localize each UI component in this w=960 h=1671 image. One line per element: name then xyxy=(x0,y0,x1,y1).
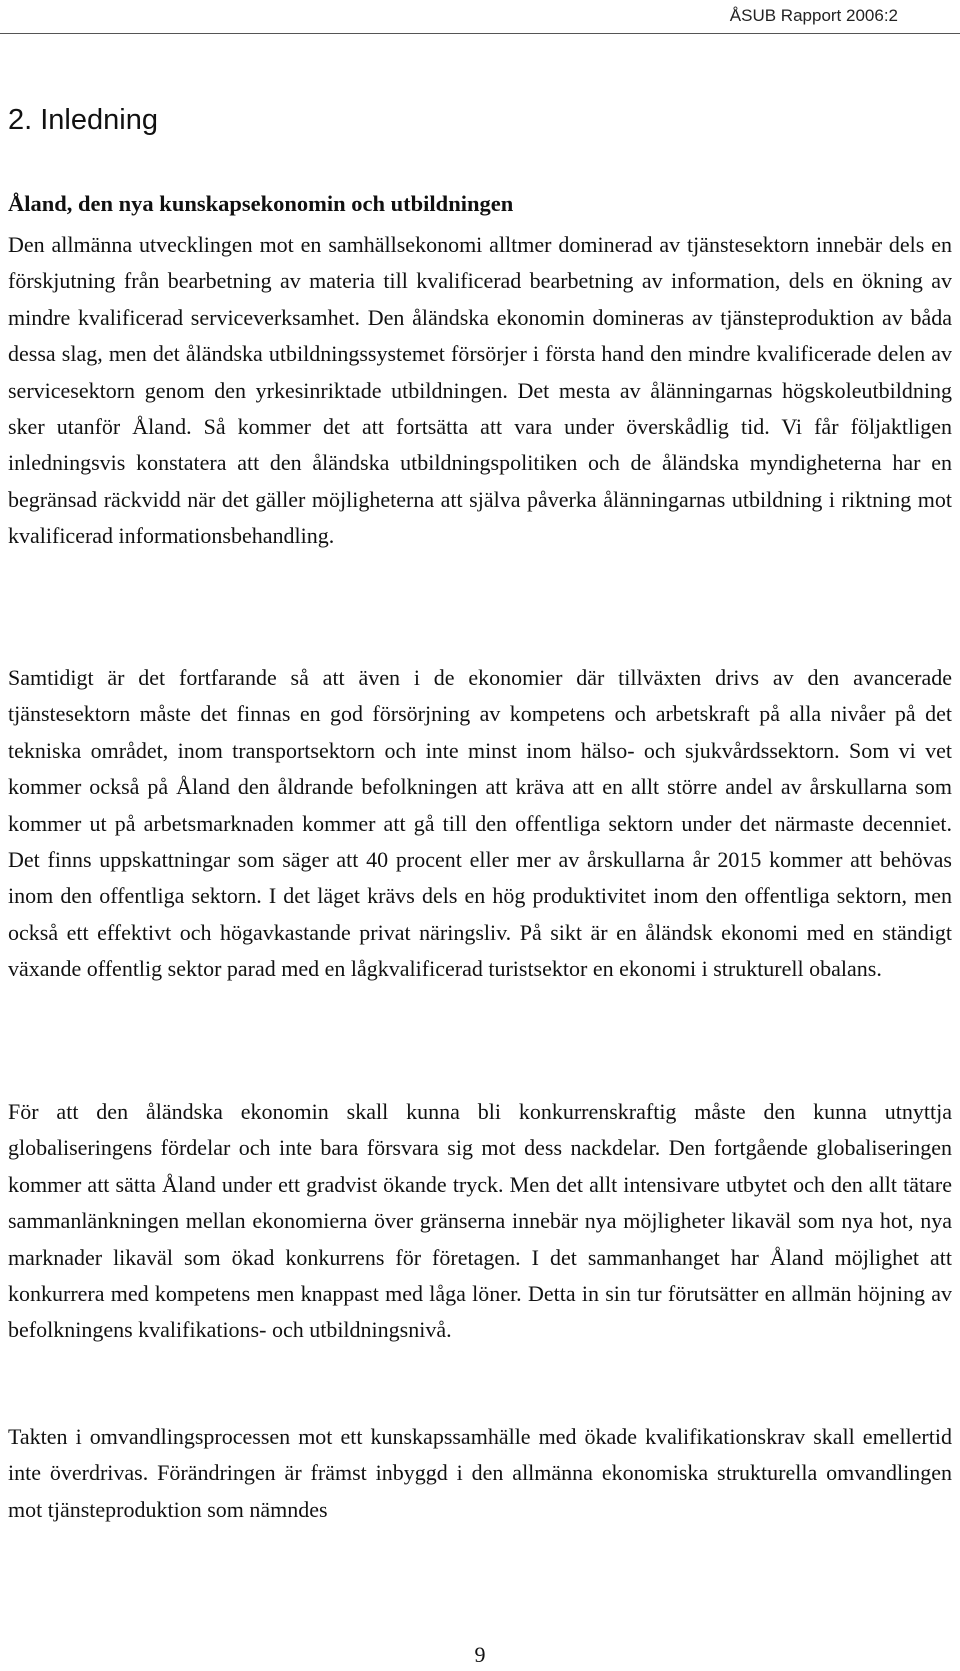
header-rule xyxy=(0,33,960,34)
body-paragraph-block xyxy=(8,660,952,988)
section-title: Åland, den nya kunskapsekonomin och utbildningen xyxy=(8,191,514,216)
running-header: ÅSUB Rapport 2006:2 xyxy=(729,6,898,25)
body-paragraph: För att den åländska ekonomin skall kunna bli konkurrenskraftig måste den kunna utnyttja globaliseringens fördelar och inte bara försvara sig mot dess nackdelar. Den fortgående globaliseringen kommer att sätta Åland under ett gradvist ökande tryck. Men det allt intensivare utbytet och den allt tätare sammanlänkningen mellan ekonomierna över gränserna innebär nya möjligheter likaväl som nya hot, nya marknader likaväl som ökad konkurrens för företagen. I det sammanhanget har Åland möjlighet att konkurrera med kompetens men knappast med låga löner. Detta in sin tur förutsätter en allmän höjning av befolkningens kvalifikations- och utbildningsnivå. xyxy=(8,1099,952,1343)
chapter-title: 2. Inledning xyxy=(8,104,158,136)
body-paragraph: Samtidigt är det fortfarande så att även i de ekonomier där tillväxten drivs av den avancerade tjänstesektorn måste det finnas en god försörjning av kompetens och arbetskraft på alla nivåer på det tekniska området, inom transportsektorn och inte minst inom hälso- och sjukvårdssektorn. Som vi vet kommer också på Åland den åldrande befolkningen att kräva att en allt större andel av årskullarna som kommer ut på arbetsmarknaden kommer att gå till den offentliga sektorn under det närmaste decenniet. Det finns uppskattningar som säger att 40 procent eller mer av årskullarna år 2015 kommer att behövas inom den offentliga sektorn. I det läget krävs dels en hög produktivitet inom den offentliga sektorn, men också ett effektivt och högavkastande privat näringsliv. På sikt är en åländsk ekonomi med en ständigt växande offentlig sektor parad med en lågkvalificerad turistsektor en ekonomi i strukturell obalans. xyxy=(8,665,952,982)
body-paragraph: Takten i omvandlingsprocessen mot ett kunskapssamhälle med ökade kvalifikationskrav skall emellertid inte överdrivas. Förändringen är främst inbyggd i den allmänna ekonomiska strukturella omvandlingen mot tjänsteproduktion som nämndes xyxy=(8,1424,952,1522)
body-paragraph-block xyxy=(8,227,952,555)
body-paragraph-block xyxy=(8,1094,952,1349)
page-number: 9 xyxy=(474,1642,486,1667)
body-paragraph: Den allmänna utvecklingen mot en samhällsekonomi alltmer dominerad av tjänstesektorn innebär dels en förskjutning från bearbetning av materia till kvalificerad bearbetning av information, dels en ökning av mindre kvalificerad serviceverksamhet. Den åländska ekonomin domineras av tjänsteproduktion av båda dessa slag, men det åländska utbildningssystemet försörjer i första hand den mindre kvalificerade delen av servicesektorn genom den yrkesinriktade utbildningen. Det mesta av ålänningarnas högskoleutbildning sker utanför Åland. Så kommer det att fortsätta att vara under överskådlig tid. Vi får följaktligen inledningsvis konstatera att den åländska utbildningspolitiken och de åländska myndigheterna har en begränsad räckvidd när det gäller möjligheterna att själva påverka ålänningarnas utbildning i riktning mot kvalificerad informationsbehandling. xyxy=(8,232,952,549)
body-paragraph-block xyxy=(8,1419,952,1528)
